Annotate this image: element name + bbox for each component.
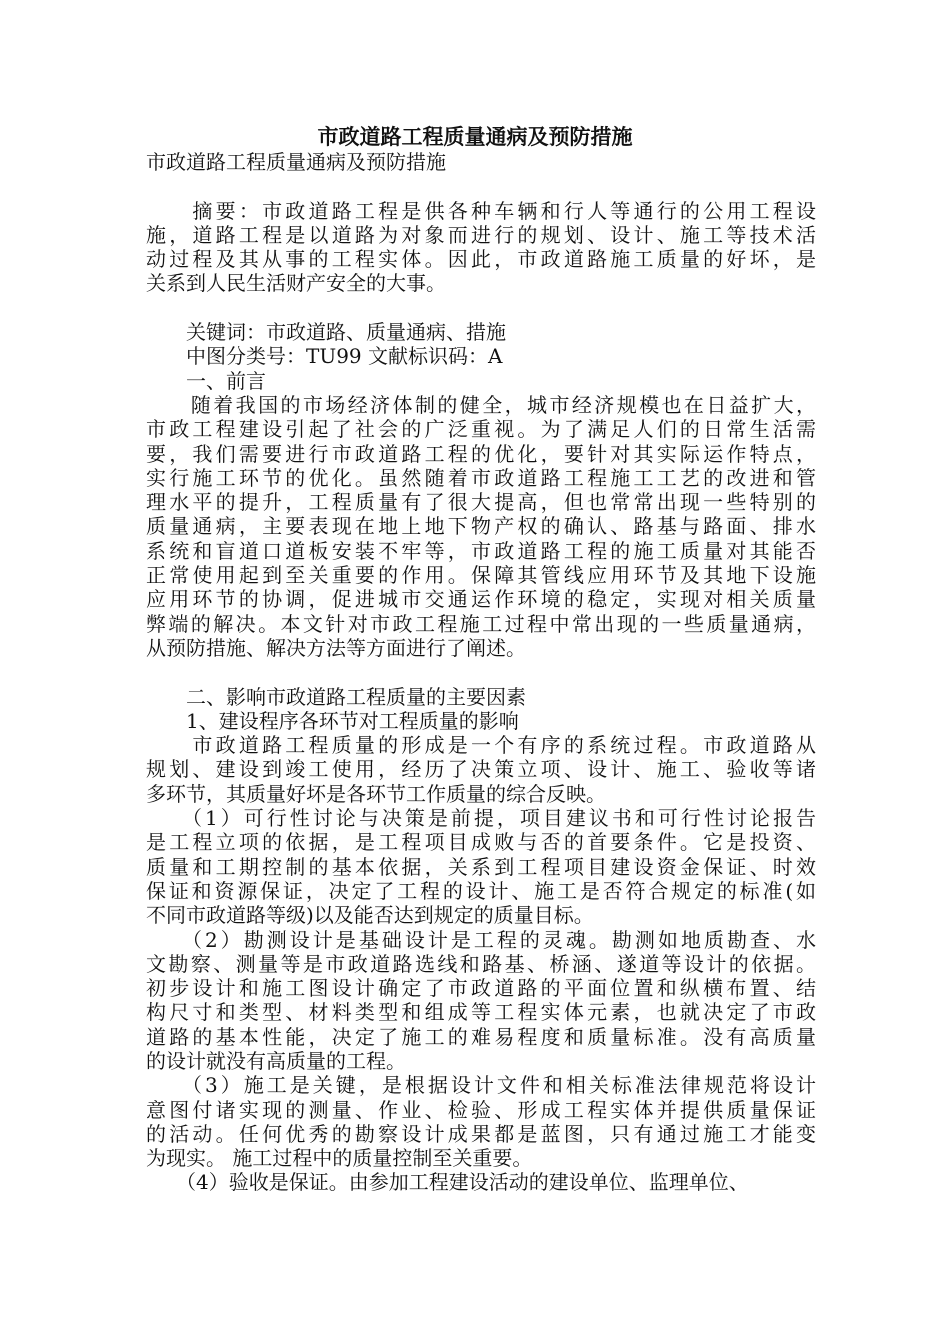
- paragraph-line: 构尺寸和类型、材料类型和组成等工程实体元素，也就决定了市政: [146, 1000, 816, 1025]
- paragraph-line: 道路的基本性能，决定了施工的难易程度和质量标准。没有高质量: [146, 1024, 816, 1049]
- paragraph-line: 弊端的解决。本文针对市政工程施工过程中常出现的一些质量通病，: [146, 611, 816, 636]
- paragraph-line: 质量和工期控制的基本依据，关系到工程项目建设资金保证、时效: [146, 854, 816, 879]
- abstract-line: 施，道路工程是以道路为对象而进行的规划、设计、施工等技术活: [146, 222, 816, 247]
- document-body: [146, 150, 816, 1195]
- abstract-line: 摘要：市政道路工程是供各种车辆和行人等通行的公用工程设: [146, 198, 816, 223]
- paragraph-line: 的活动。任何优秀的勘察设计成果都是蓝图，只有通过施工才能变: [146, 1121, 816, 1146]
- paragraph-line: 系统和盲道口道板安装不牢等，市政道路工程的施工质量对其能否: [146, 538, 816, 563]
- blank-line: [146, 660, 816, 684]
- keywords-line: 关键词：市政道路、质量通病、措施: [146, 320, 506, 345]
- paragraph-line: （1）可行性讨论与决策是前提，项目建议书和可行性讨论报告: [146, 806, 816, 831]
- abstract-paragraph: [146, 199, 816, 296]
- subsection-heading: 1、建设程序各环节对工程质量的影响: [146, 708, 519, 733]
- paragraph-line: 正常使用起到至关重要的作用。保障其管线应用环节及其地下设施: [146, 563, 816, 588]
- paragraph-line: （2）勘测设计是基础设计是工程的灵魂。勘测如地质勘查、水: [146, 927, 816, 952]
- paragraph-line: 文勘察、测量等是市政道路选线和路基、桥涵、遂道等设计的依据。: [146, 951, 816, 976]
- paragraph-line: 初步设计和施工图设计确定了市政道路的平面位置和纵横布置、结: [146, 976, 816, 1001]
- list-item: [146, 1073, 816, 1170]
- section-heading: 二、影响市政道路工程质量的主要因素: [146, 684, 526, 709]
- classification-line: 中图分类号：TU99 文献标识码：A: [146, 344, 503, 369]
- document-title: 市政道路工程质量通病及预防措施: [317, 124, 633, 149]
- subsection-paragraph: [146, 733, 816, 806]
- paragraph-line: 为现实。 施工过程中的质量控制至关重要。: [146, 1146, 533, 1171]
- paragraph-line: 应用环节的协调，促进城市交通运作环境的稳定，实现对相关质量: [146, 587, 816, 612]
- paragraph-line: 随着我国的市场经济体制的健全，城市经济规模也在日益扩大，: [146, 392, 816, 417]
- paragraph-line: 市政工程建设引起了社会的广泛重视。为了满足人们的日常生活需: [146, 417, 816, 442]
- abstract-line: 关系到人民生活财产安全的大事。: [146, 271, 446, 296]
- blank-line: [146, 296, 816, 320]
- paragraph-line: 不同市政道路等级)以及能否达到规定的质量目标。: [146, 903, 594, 928]
- list-item: [146, 806, 816, 927]
- paragraph-line: 质量通病，主要表现在地上地下物产权的确认、路基与路面、排水: [146, 514, 816, 539]
- blank-line: [146, 174, 816, 198]
- introduction-paragraph: [146, 393, 816, 660]
- paragraph-line: 是工程立项的依据，是工程项目成败与否的首要条件。它是投资、: [146, 830, 816, 855]
- paragraph-line: 实行施工环节的优化。虽然随着市政道路工程施工工艺的改进和管: [146, 465, 816, 490]
- paragraph-line: 市政道路工程质量的形成是一个有序的系统过程。市政道路从: [146, 733, 816, 758]
- paragraph-line: 的设计就没有高质量的工程。: [146, 1048, 406, 1073]
- abstract-line: 动过程及其从事的工程实体。因此，市政道路施工质量的好坏，是: [146, 247, 816, 272]
- list-item: [146, 1170, 816, 1194]
- paragraph-line: （4）验收是保证。由参加工程建设活动的建设单位、监理单位、: [146, 1170, 749, 1195]
- paragraph-line: 要，我们需要进行市政道路工程的优化，要针对其实际运作特点，: [146, 441, 816, 466]
- paragraph-line: 意图付诸实现的测量、作业、检验、形成工程实体并提供质量保证: [146, 1097, 816, 1122]
- paragraph-line: 多环节，其质量好坏是各环节工作质量的综合反映。: [146, 781, 606, 806]
- section-heading: 一、前言: [146, 368, 266, 393]
- paragraph-line: 从预防措施、解决方法等方面进行了阐述。: [146, 635, 526, 660]
- list-item: [146, 928, 816, 1074]
- paragraph-line: 规划、建设到竣工使用，经历了决策立项、设计、施工、验收等诸: [146, 757, 816, 782]
- document-subtitle: 市政道路工程质量通病及预防措施: [146, 150, 446, 174]
- paragraph-line: （3）施工是关键，是根据设计文件和相关标准法律规范将设计: [146, 1073, 816, 1098]
- paragraph-line: 理水平的提升，工程质量有了很大提高，但也常常出现一些特别的: [146, 490, 816, 515]
- paragraph-line: 保证和资源保证，决定了工程的设计、施工是否符合规定的标准(如: [146, 878, 816, 903]
